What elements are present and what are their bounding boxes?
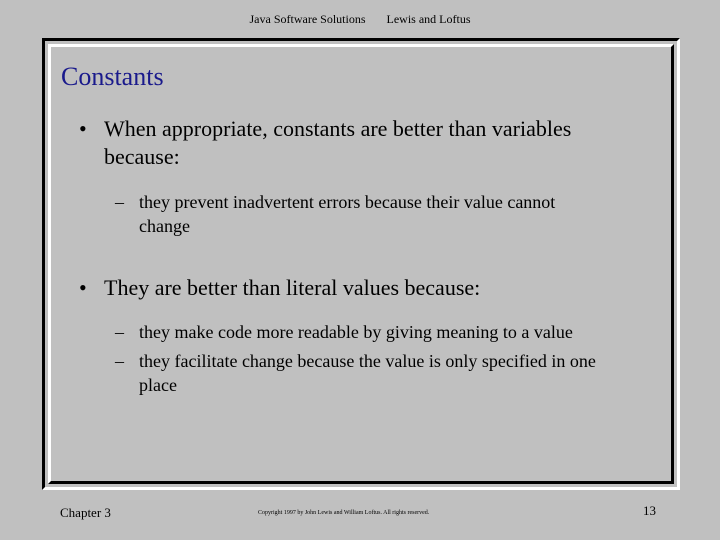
- page-number: 13: [643, 503, 656, 518]
- bullet-text-line: When appropriate, constants are better than variables: [104, 116, 572, 141]
- bullet-mark: •: [79, 275, 87, 300]
- bullet-text-line: because:: [104, 144, 180, 169]
- bullet-mark: •: [79, 116, 87, 141]
- slide-title: Constants: [61, 62, 164, 91]
- sub-bullet-item: [115, 349, 675, 397]
- sub-bullet-mark: –: [115, 322, 124, 342]
- bullet-text-line: They are better than literal values because:: [104, 275, 481, 300]
- sub-bullet-text-line: place: [139, 375, 177, 395]
- sub-bullet-item: [115, 190, 655, 238]
- sub-bullet-mark: –: [115, 192, 124, 212]
- bullet-item: [79, 274, 659, 302]
- copyright-notice: Copyright 1997 by John Lewis and William Loftus. All rights reserved.: [258, 510, 430, 516]
- slide-frame-inner: [48, 44, 674, 484]
- sub-bullet-text-line: they facilitate change because the value is only specified in one: [139, 351, 596, 371]
- sub-bullet-text-line: they make code more readable by giving meaning to a value: [139, 322, 573, 342]
- slide-header: [0, 12, 720, 27]
- sub-bullet-text-line: they prevent inadvertent errors because their value cannot: [139, 192, 556, 212]
- book-title: Java Software Solutions: [249, 12, 366, 26]
- sub-bullet-mark: –: [115, 351, 124, 371]
- sub-bullet-text-line: change: [139, 216, 190, 236]
- bullet-item: [79, 115, 659, 171]
- chapter-label: Chapter 3: [60, 505, 111, 520]
- authors: Lewis and Loftus: [386, 12, 471, 26]
- sub-bullet-item: [115, 320, 675, 344]
